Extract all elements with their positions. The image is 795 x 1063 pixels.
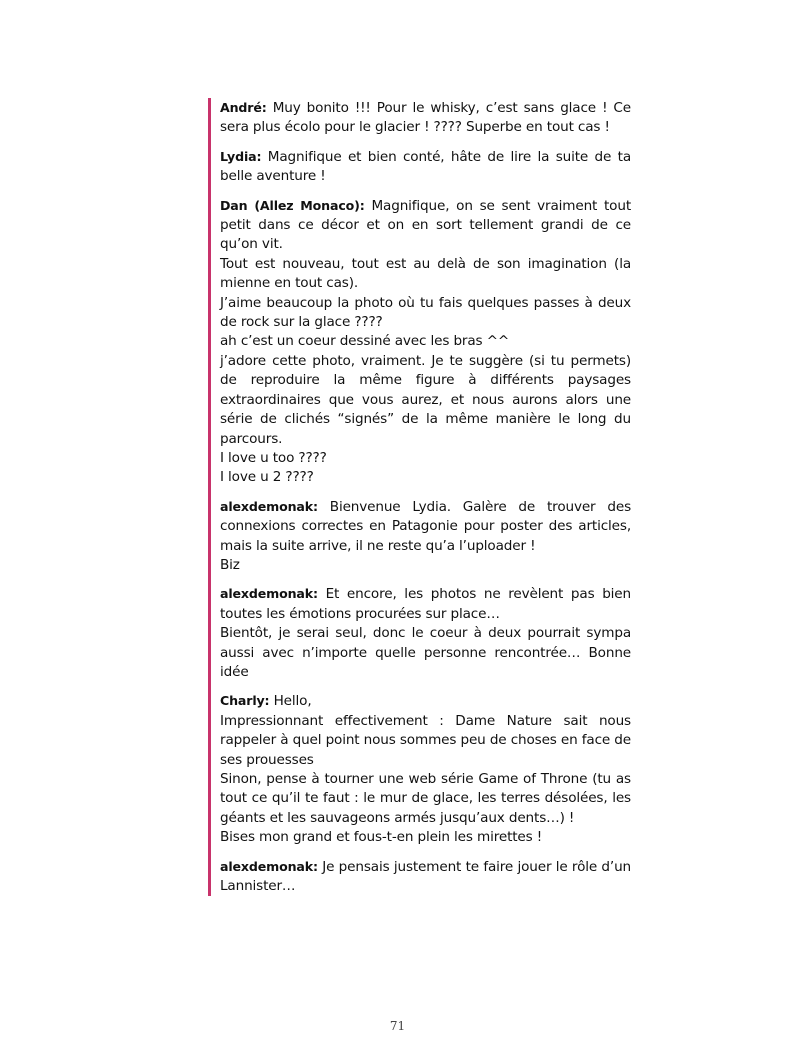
comment-alexdemonak-3 — [220, 857, 631, 897]
comment-text: I love u too ???? — [220, 449, 327, 466]
comment-line — [220, 691, 631, 711]
comment-thread — [208, 98, 631, 896]
comment-text: Hello, — [273, 693, 312, 710]
comment-text: Magnifique et bien conté, hâte de lire la suite de ta belle aventure ! — [220, 148, 631, 185]
comment-author: André: — [220, 100, 267, 115]
comment-line — [220, 98, 631, 138]
comment-text: Je pensais justement te faire jouer le rôle d’un Lannister… — [220, 858, 632, 895]
comment-line — [220, 497, 631, 556]
comment-author: Dan (Allez Monaco): — [220, 197, 365, 213]
comment-text: J’aime beaucoup la photo où tu fais quelques passes à deux de rock sur la glace ???? — [220, 294, 631, 331]
comment-line — [220, 584, 631, 624]
comment-text: Bises mon grand et fous-t-en plein les mirettes ! — [220, 829, 543, 846]
comment-author: alexdemonak: — [220, 586, 318, 602]
comment-text: Bienvenue Lydia. Galère de trouver des connexions correctes en Patagonie pour poster des articles, mais la suite arrive, il ne reste qu’a l’uploader ! — [220, 498, 631, 554]
comment-line — [220, 147, 631, 187]
comment-andre — [220, 98, 631, 138]
comment-text: Magnifique, on se sent vraiment tout petit dans ce décor et on en sort tellement grandi de ce qu’on vit. — [220, 197, 631, 253]
comment-charly — [220, 691, 631, 847]
comment-text: ah c’est un coeur dessiné avec les bras ^^ — [220, 333, 510, 350]
page-number: 71 — [389, 1019, 406, 1033]
comment-lydia — [220, 147, 631, 187]
comment-text: Et encore, les photos ne revèlent pas bien toutes les émotions procurées sur place… — [220, 586, 631, 622]
comment-author: Charly: — [220, 693, 270, 709]
comment-author: alexdemonak: — [220, 498, 318, 514]
comment-text: j’adore cette photo, vraiment. Je te suggère (si tu permets) de reproduire la même figure à différents paysages extraordinaires que vous aurez, et nous aurons alors une série de clichés “signés” de la même manière le long du parcours. — [220, 352, 631, 447]
comment-text: Muy bonito !!! Pour le whisky, c’est sans glace ! Ce sera plus écolo pour le glacier ! ???? Superbe en tout cas ! — [220, 100, 631, 136]
comment-text: Biz — [220, 556, 240, 573]
comment-alexdemonak-1 — [220, 497, 631, 576]
comment-text: Sinon, pense à tourner une web série Game of Throne (tu as tout ce qu’il te faut : le mur de glace, les terres désolées, les géants et les sauvageons armés jusqu’aux dents…) ! — [220, 771, 631, 826]
comment-line — [220, 196, 631, 255]
comment-author: Lydia: — [220, 148, 262, 164]
comment-author: alexdemonak: — [220, 858, 318, 874]
comment-alexdemonak-2 — [220, 584, 631, 682]
comment-line — [220, 857, 631, 897]
comment-text: I love u 2 ???? — [220, 469, 314, 486]
comment-dan — [220, 196, 631, 488]
comment-text: Tout est nouveau, tout est au delà de son imagination (la mienne en tout cas). — [220, 255, 631, 292]
comment-text: Impressionnant effectivement : Dame Nature sait nous rappeler à quel point nous sommes peu de choses en face de ses prouesses — [220, 712, 631, 768]
comment-text: Bientôt, je serai seul, donc le coeur à deux pourrait sympa aussi avec n’importe quelle personne rencontrée… Bonne idée — [220, 625, 631, 680]
